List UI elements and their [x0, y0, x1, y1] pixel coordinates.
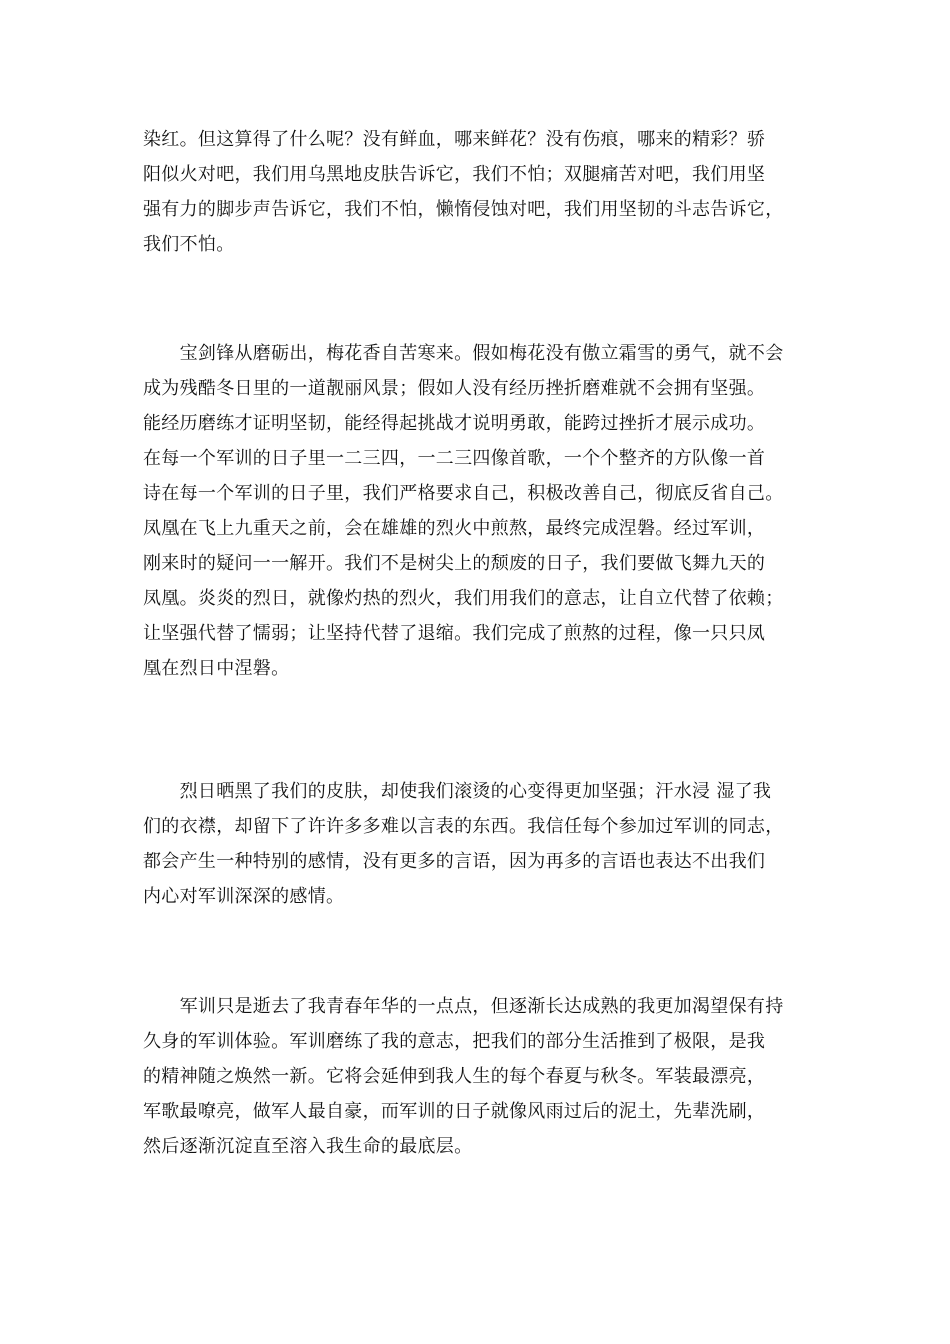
text-line: 强有力的脚步声告诉它，我们不怕，懒惰侵蚀对吧，我们用坚韧的斗志告诉它，: [143, 199, 784, 220]
text-line: 然后逐渐沉淀直至溶入我生命的最底层。: [143, 1136, 473, 1157]
paragraph-3: [143, 774, 818, 914]
text-line: 凰在烈日中涅磐。: [143, 658, 290, 679]
text-line: 军歌最嘹亮，做军人最自豪，而军训的日子就像风雨过后的泥土，先辈洗刷，: [143, 1101, 766, 1122]
text-line: 让坚强代替了懦弱；让坚持代替了退缩。我们完成了煎熬的过程，像一只只凤: [143, 623, 766, 644]
text-line: 烈日晒黑了我们的皮肤，却使我们滚烫的心变得更加坚强；汗水浸 湿了我: [143, 781, 772, 802]
paragraph-1: [143, 122, 818, 262]
text-line: 凤凰。炎炎的烈日，就像灼热的烈火，我们用我们的意志，让自立代替了依赖；: [143, 588, 784, 609]
text-line: 军训只是逝去了我青春年华的一点点，但逐渐长达成熟的我更加渴望保有持: [143, 996, 784, 1017]
text-line: 染红。但这算得了什么呢？没有鲜血，哪来鲜花？没有伤痕，哪来的精彩？骄: [143, 129, 766, 150]
text-line: 成为残酷冬日里的一道靓丽风景；假如人没有经历挫折磨难就不会拥有坚强。: [143, 378, 766, 399]
text-line: 凤凰在飞上九重天之前，会在雄雄的烈火中煎熬，最终完成涅磐。经过军训，: [143, 518, 766, 539]
paragraph-4: [143, 989, 818, 1164]
paragraph-2: [143, 336, 818, 686]
text-line: 能经历磨练才证明坚韧，能经得起挑战才说明勇敢，能跨过挫折才展示成功。: [143, 413, 766, 434]
text-line: 久身的军训体验。军训磨练了我的意志，把我们的部分生活推到了极限，是我: [143, 1031, 766, 1052]
text-line: 都会产生一种特别的感情，没有更多的言语，因为再多的言语也表达不出我们: [143, 851, 766, 872]
text-line: 阳似火对吧，我们用乌黑地皮肤告诉它，我们不怕；双腿痛苦对吧，我们用坚: [143, 164, 766, 185]
text-line: 的精神随之焕然一新。它将会延伸到我人生的每个春夏与秋冬。军装最漂亮，: [143, 1066, 766, 1087]
text-line: 宝剑锋从磨砺出，梅花香自苦寒来。假如梅花没有傲立霜雪的勇气，就不会: [143, 343, 784, 364]
text-line: 们的衣襟，却留下了许许多多难以言表的东西。我信任每个参加过军训的同志，: [143, 816, 784, 837]
text-line: 我们不怕。: [143, 234, 235, 255]
text-line: 内心对军训深深的感情。: [143, 886, 345, 907]
text-line: 刚来时的疑问一一解开。我们不是树尖上的颓废的日子，我们要做飞舞九天的: [143, 553, 766, 574]
text-line: 诗在每一个军训的日子里，我们严格要求自己，积极改善自己，彻底反省自己。: [143, 483, 784, 504]
text-line: 在每一个军训的日子里一二三四，一二三四像首歌，一个个整齐的方队像一首: [143, 448, 766, 469]
